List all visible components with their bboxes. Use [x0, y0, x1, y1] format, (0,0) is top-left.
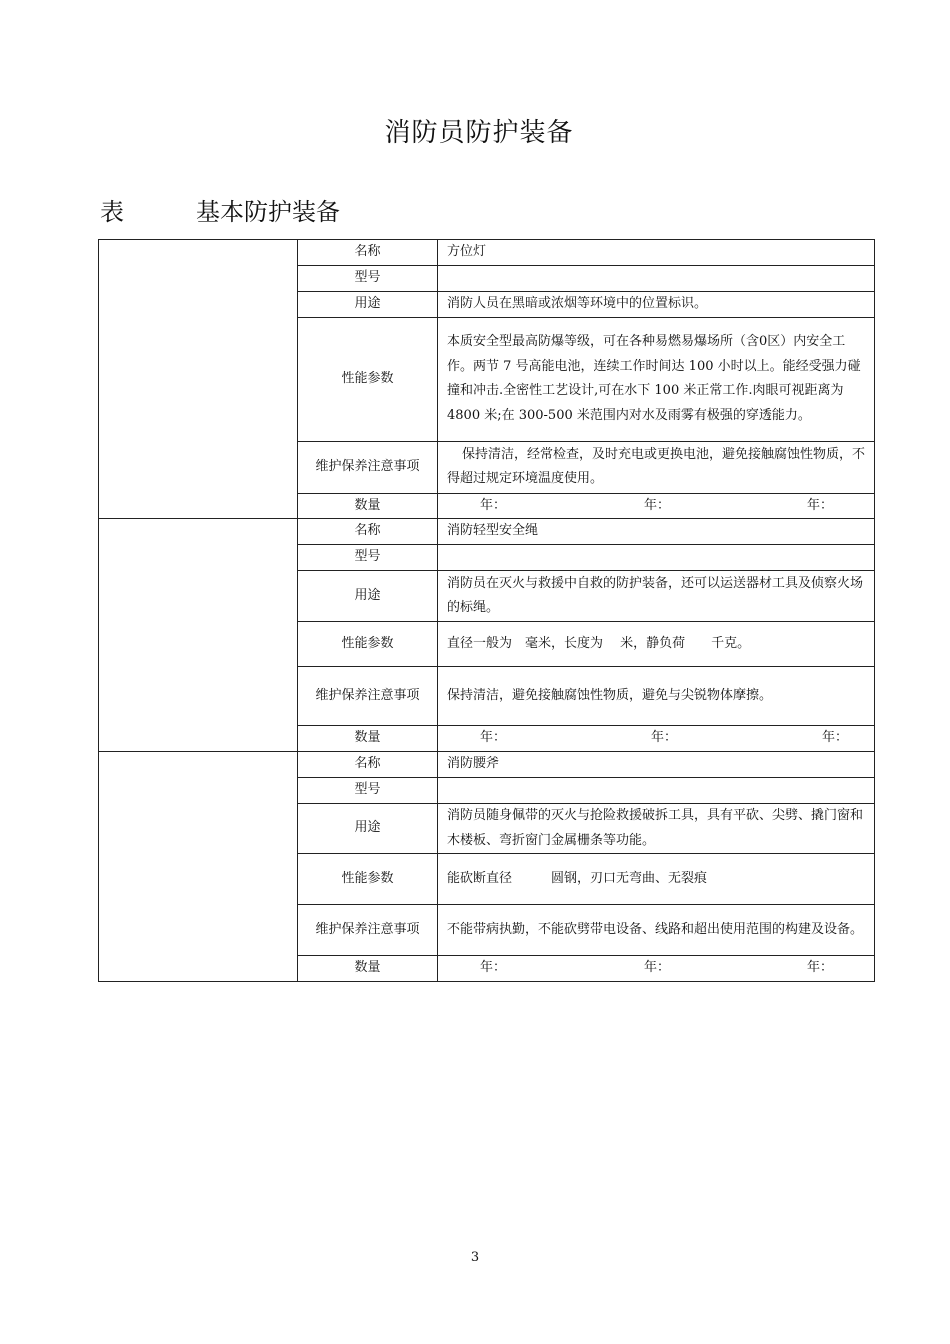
quantity-year-1: 年：	[480, 497, 507, 513]
quantity-year-3: 年：	[807, 960, 834, 975]
row-label-quantity: 数量	[298, 726, 438, 752]
row-label-use: 用途	[298, 571, 438, 622]
item-model	[438, 778, 875, 804]
item-maintenance: 保持清洁，经常检查，及时充电或更换电池，避免接触腐蚀性物质，不得超过规定环境温度使用。	[438, 441, 875, 493]
row-label-name: 名称	[298, 752, 438, 778]
item-quantity	[438, 493, 875, 519]
item-params: 本质安全型最高防爆等级，可在各种易燃易爆场所（含0区）内安全工作。两节 7 号高能电池，连续工作时间达 100 小时以上。能经受强力碰撞和冲击.全密性工艺设计,可在水下 100 米正常工作.肉眼可视距离为 4800 米;在 300-500 米范围内对水及雨雾有极强的穿透能力。	[438, 317, 875, 441]
table-caption-label: 表	[100, 198, 124, 226]
row-label-model: 型号	[298, 778, 438, 804]
row-label-maintenance: 维护保养注意事项	[298, 667, 438, 726]
table-row	[99, 752, 875, 778]
row-label-quantity: 数量	[298, 493, 438, 519]
row-label-params: 性能参数	[298, 854, 438, 905]
equipment-table	[98, 239, 875, 982]
item-name: 消防轻型安全绳	[438, 519, 875, 545]
quantity-year-2: 年：	[644, 960, 671, 975]
equipment-image-cell	[99, 752, 298, 982]
row-label-quantity: 数量	[298, 956, 438, 982]
item-maintenance: 保持清洁，避免接触腐蚀性物质，避免与尖锐物体摩擦。	[438, 667, 875, 726]
item-model	[438, 545, 875, 571]
item-name: 方位灯	[438, 240, 875, 266]
table-row	[99, 240, 875, 266]
row-label-name: 名称	[298, 519, 438, 545]
item-model	[438, 266, 875, 292]
equipment-image-cell	[99, 519, 298, 752]
row-label-maintenance: 维护保养注意事项	[298, 441, 438, 493]
quantity-year-1: 年：	[480, 730, 507, 746]
equipment-image-cell	[99, 240, 298, 519]
row-label-maintenance: 维护保养注意事项	[298, 905, 438, 956]
item-params: 能砍断直径 圆钢，刃口无弯曲、无裂痕	[438, 854, 875, 905]
item-quantity	[438, 956, 875, 982]
page-title: 消防员防护装备	[384, 118, 574, 148]
page-number: 3	[470, 1250, 480, 1265]
table-caption	[100, 192, 340, 227]
row-label-model: 型号	[298, 545, 438, 571]
item-params: 直径一般为 毫米，长度为 米，静负荷 千克。	[438, 622, 875, 667]
row-label-use: 用途	[298, 804, 438, 854]
item-use: 消防员随身佩带的灭火与抢险救援破拆工具，具有平砍、尖劈、撬门窗和木楼板、弯折窗门金属栅条等功能。	[438, 804, 875, 854]
item-name: 消防腰斧	[438, 752, 875, 778]
item-use: 消防员在灭火与救援中自救的防护装备，还可以运送器材工具及侦察火场的标绳。	[438, 571, 875, 622]
quantity-year-3: 年：	[822, 730, 849, 746]
quantity-year-3: 年：	[807, 497, 834, 513]
row-label-model: 型号	[298, 266, 438, 292]
item-use: 消防人员在黑暗或浓烟等环境中的位置标识。	[438, 291, 875, 317]
quantity-year-2: 年：	[644, 497, 671, 513]
item-maintenance: 不能带病执勤，不能砍劈带电设备、线路和超出使用范围的构建及设备。	[438, 905, 875, 956]
quantity-year-1: 年：	[480, 960, 507, 975]
row-label-params: 性能参数	[298, 317, 438, 441]
table-caption-text: 基本防护装备	[196, 198, 340, 226]
row-label-name: 名称	[298, 240, 438, 266]
row-label-params: 性能参数	[298, 622, 438, 667]
table-row	[99, 519, 875, 545]
quantity-year-2: 年：	[651, 730, 678, 746]
item-quantity	[438, 726, 875, 752]
row-label-use: 用途	[298, 291, 438, 317]
